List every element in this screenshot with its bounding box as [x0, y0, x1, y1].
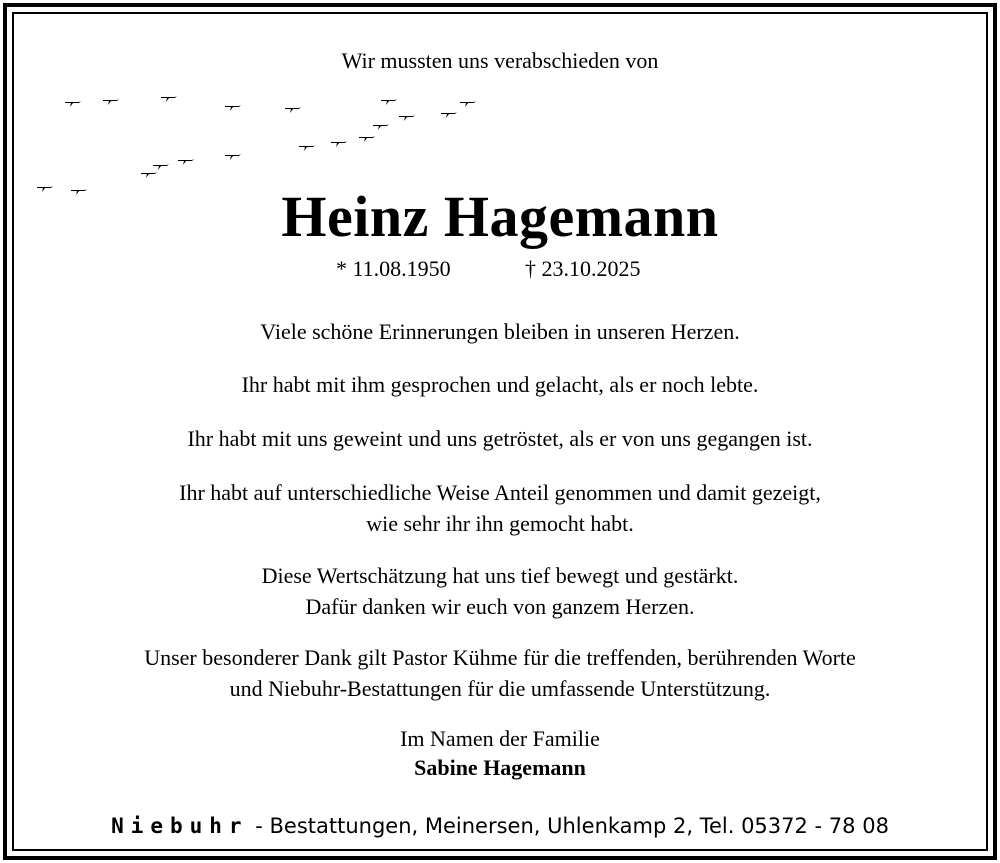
deceased-name: Heinz Hagemann: [281, 184, 719, 249]
footer-funeral-home: [0, 814, 1000, 839]
signature-block: [0, 724, 1000, 782]
paragraph-line: Ihr habt auf unterschiedliche Weise Anteil genommen und damit gezeigt,: [179, 480, 821, 505]
signature-name: Sabine Hagemann: [414, 755, 586, 780]
paragraph-comforted: [0, 423, 1000, 454]
paragraph-talked: [0, 369, 1000, 400]
signature-line: Im Namen der Familie: [400, 726, 600, 751]
paragraph-line: Dafür danken wir euch von ganzem Herzen.: [305, 594, 695, 619]
paragraph-line: und Niebuhr-Bestattungen für die umfassende Unterstützung.: [229, 676, 771, 701]
death-date: † 23.10.2025: [525, 256, 641, 281]
birth-date: * 11.08.1950: [336, 256, 451, 281]
paragraph-line: Ihr habt mit uns geweint und uns getröstet, als er von uns gegangen ist.: [187, 426, 813, 451]
paragraph-gratitude: [0, 560, 1000, 622]
paragraph-line: Viele schöne Erinnerungen bleiben in unseren Herzen.: [260, 319, 740, 344]
paragraph-line: wie sehr ihr ihn gemocht habt.: [366, 511, 634, 536]
paragraph-memories: [0, 316, 1000, 347]
paragraph-line: Ihr habt mit ihm gesprochen und gelacht, als er noch lebte.: [241, 372, 759, 397]
paragraph-line: Diese Wertschätzung hat uns tief bewegt und gestärkt.: [261, 563, 739, 588]
paragraph-special-thanks: [0, 642, 1000, 704]
paragraph-sympathy: [0, 477, 1000, 539]
funeral-home-logo: Niebuhr: [111, 814, 249, 838]
paragraph-line: Unser besonderer Dank gilt Pastor Kühme für die treffenden, berührenden Worte: [144, 645, 856, 670]
funeral-home-contact: - Bestattungen, Meinersen, Uhlenkamp 2, Tel. 05372 - 78 08: [248, 814, 889, 838]
intro-text: Wir mussten uns verabschieden von: [341, 48, 659, 73]
